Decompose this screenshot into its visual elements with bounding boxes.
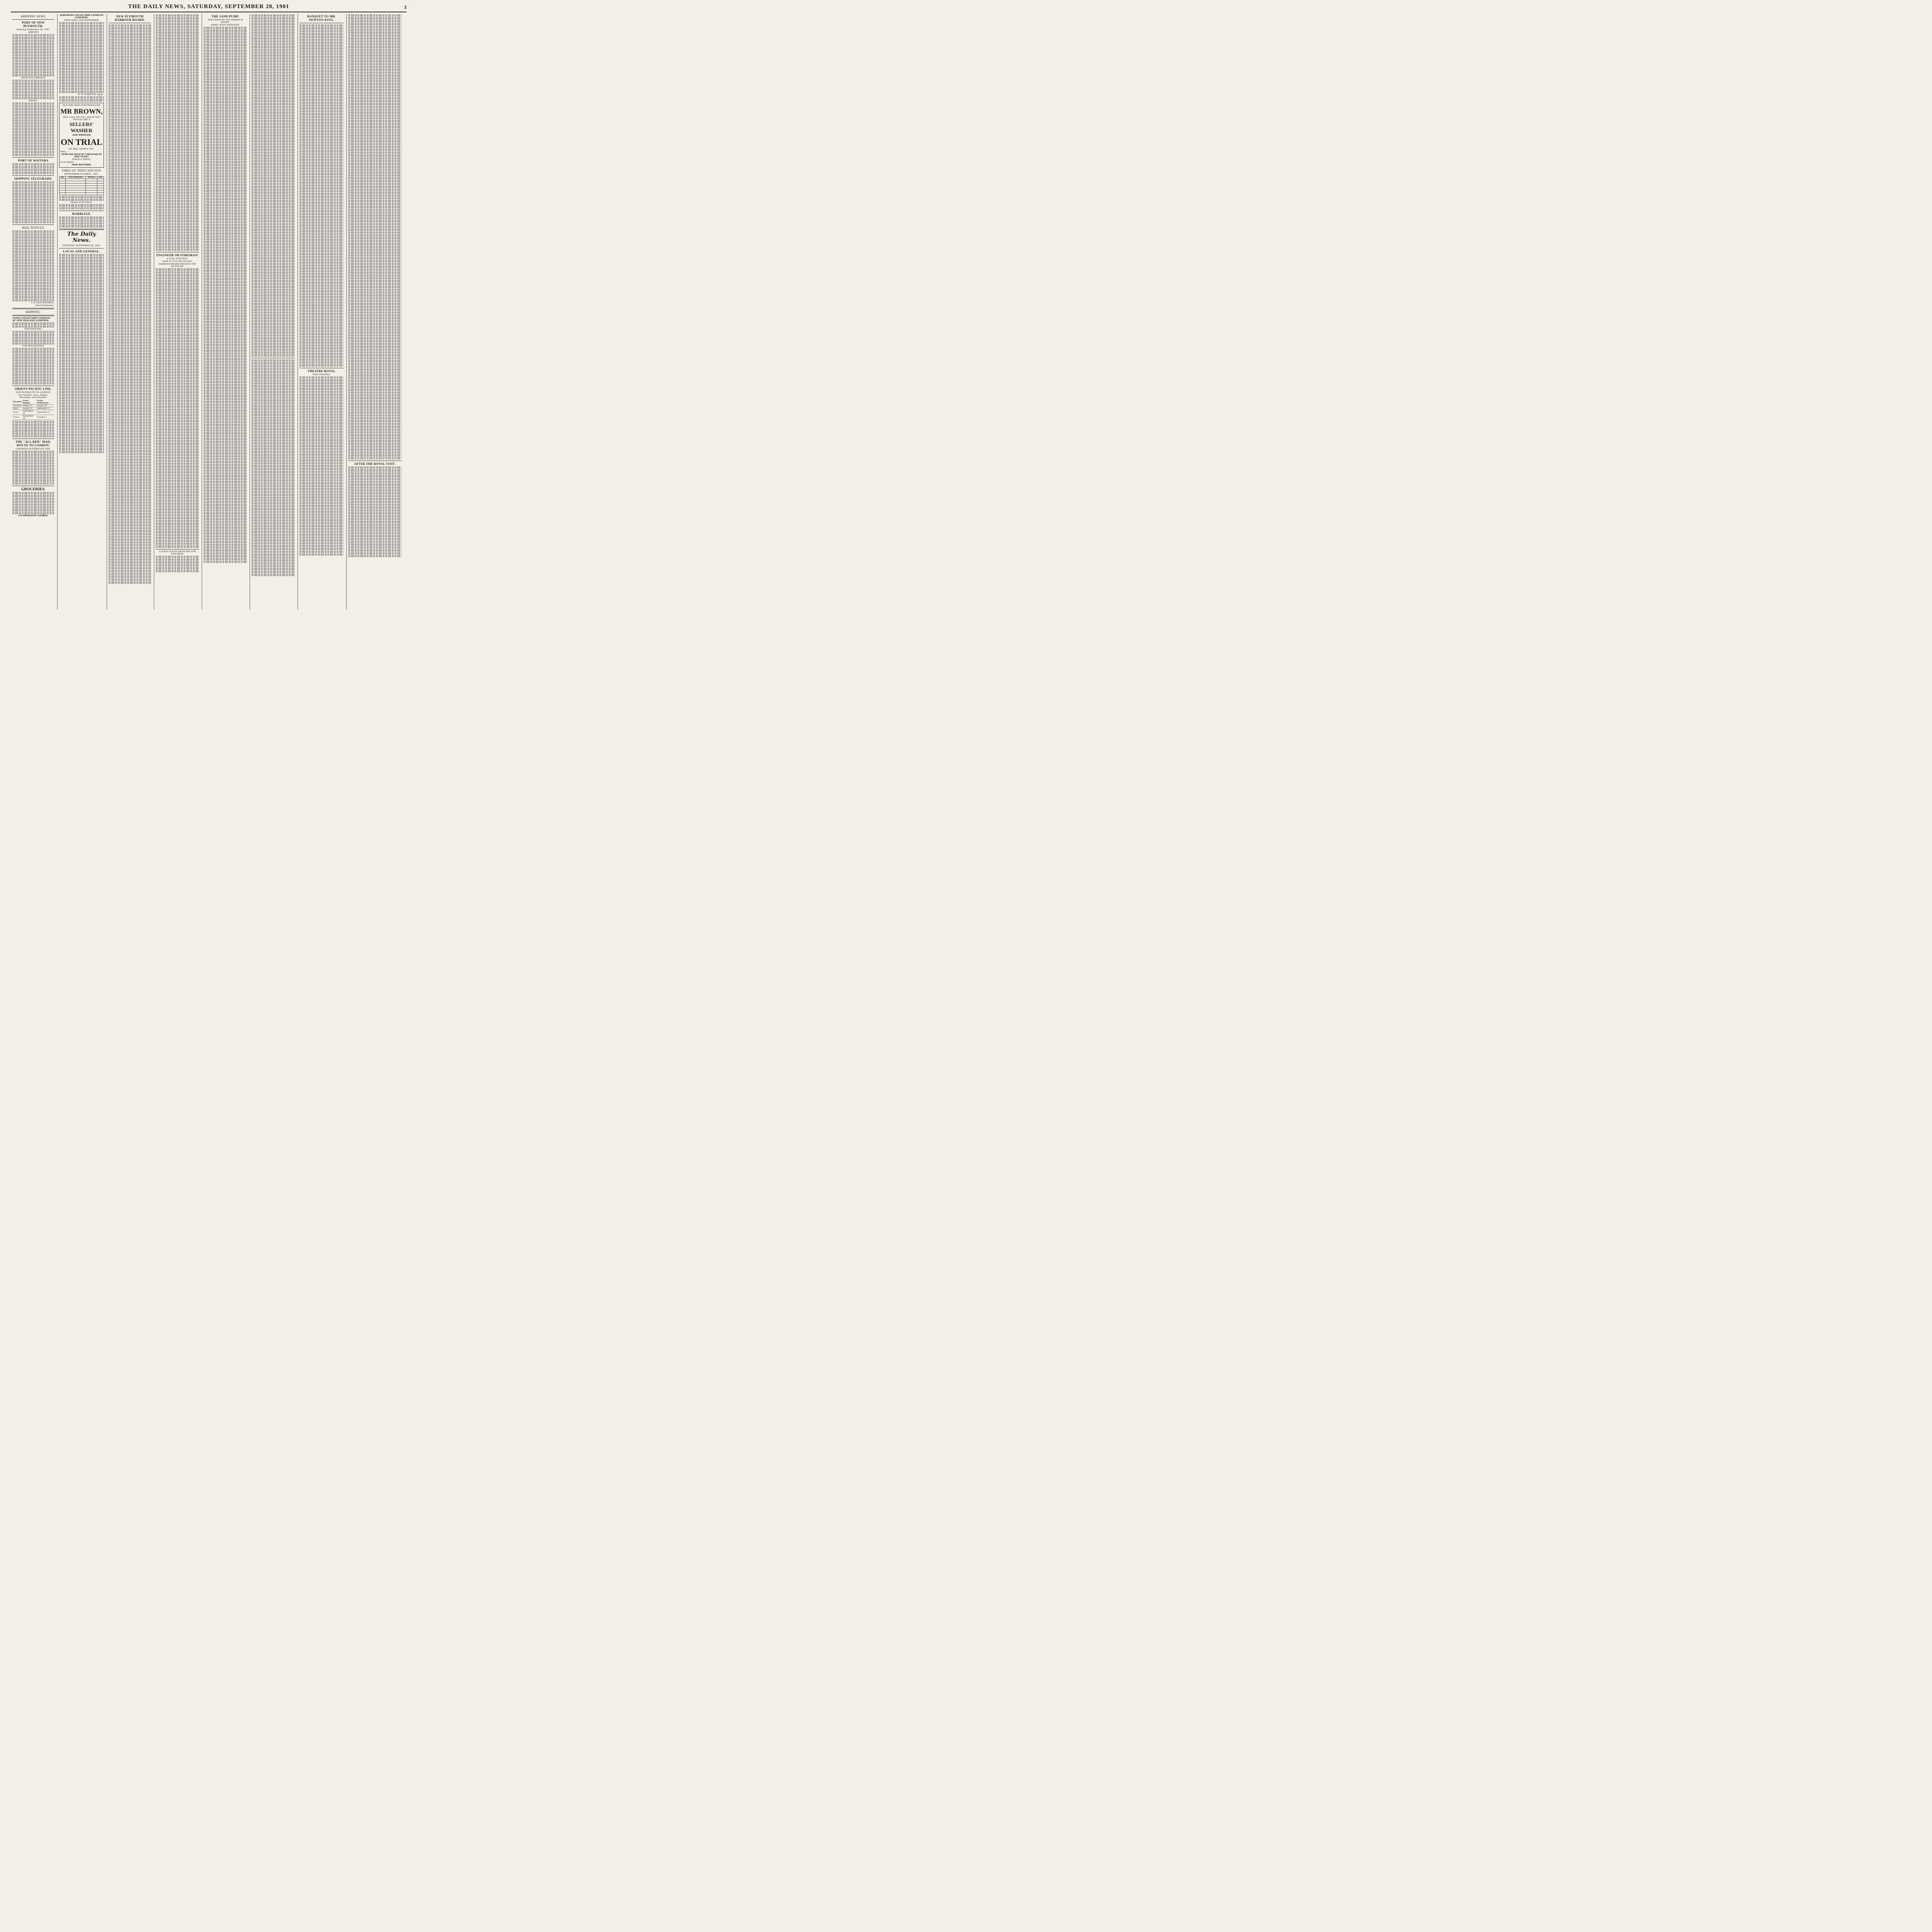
sand-pump-sub1: DISCUSSED BY THE HARBOUR BOARD. <box>207 19 243 24</box>
engineer-sub2: HOW IS IT TO BE FILLED? <box>162 260 192 263</box>
banquet-heading: BANQUET TO MR. NEWTON KING. <box>307 15 336 22</box>
table-row: Ophir August 31 September 3 <box>12 407 54 410</box>
local-general-heading: LOCAL AND GENERAL. <box>63 249 100 253</box>
engineer-sub1: A DUAL POSITION. <box>167 258 188 260</box>
table-row: Ormuz September 28 October 1 <box>12 415 54 420</box>
groceries-heading: GROCERIES. <box>21 487 46 492</box>
ad-local-agent: Local Agent: <box>60 161 74 163</box>
table-row: Oroya September 14 September 17 <box>12 410 54 415</box>
orient-via: Via Colombo, Suez, Naples, Marseilles, and Gibraltar. <box>18 394 48 399</box>
expected-heading: EXPECTED ARRIVALS <box>21 77 46 79</box>
wellington-heading: FOR WELLINGTON. <box>22 345 44 347</box>
masthead-title: THE DAILY NEWS, SATURDAY, SEPTEMBER 28, 1901 <box>128 3 289 10</box>
tides-heading: TABLE OF TIDES AND SUN. <box>61 168 102 172</box>
masthead <box>11 2 406 12</box>
table-row: *Orizaba August 17 August 20 <box>12 405 54 407</box>
tides-month: SEPTEMBER-OCTOBER—1901. <box>64 173 99 175</box>
column-1 <box>11 14 56 610</box>
ad-dixon: DIXON & BATES, <box>72 158 91 161</box>
column-3 <box>107 14 153 610</box>
telegrams-heading: SHIPPING TELEGRAMS. <box>14 177 53 180</box>
theatre-evening: THIS EVENING. <box>313 373 330 376</box>
signoff-title: Chief Postmaster. <box>35 304 54 307</box>
theatre-heading: THEATRE ROYAL <box>307 369 336 373</box>
harbour-board-article <box>109 24 151 584</box>
harbour-board-heading: NEW PLYMOUTH HARBOUR BOARD. <box>115 15 145 22</box>
northern-company: NORTHERN STEAM SHIP COMPANY (LIMITED). <box>60 14 104 19</box>
allred-heading: THE "ALL RED" MAIL ROUTE TO LONDON. <box>15 440 51 447</box>
orient-heading: ORIENT PACIFIC LINE. <box>15 387 52 391</box>
engineer-heading: ENGINEER OR FOREMAN! <box>156 253 199 257</box>
ad-note: Note. — <box>60 150 69 153</box>
ad-mr-brown: MR BROWN, <box>60 107 103 115</box>
mr-brown-advertisement <box>59 103 104 168</box>
steamer-col-header: Steamer <box>12 400 22 405</box>
paper-date: SATURDAY, SEPTEMBER 28, 1901. <box>62 244 101 247</box>
steamer-table <box>12 400 54 420</box>
port-date: Saturday, September 28, 1901. <box>16 29 50 31</box>
column-4 <box>154 14 201 610</box>
ad-will-call: WILL CALL ON YOU, AND IF YOU WOULD LIKE A <box>63 116 100 121</box>
ad-intro: IN A FEW DAYS OUR TRAVELLER, <box>62 104 101 107</box>
steamer-col-header: Leave Melbourne <box>36 400 54 405</box>
arrived-heading: ARRIVED <box>28 31 39 34</box>
column-5 <box>202 14 248 610</box>
sand-pump-heading: THE SAND PUMP. <box>211 15 239 18</box>
coop-stores: CO-OPERATIVE STORES. <box>18 515 48 517</box>
shipping-news-heading: SHIPPING NEWS. <box>20 15 46 18</box>
ad-on-trial: ON TRIAL <box>61 137 102 147</box>
agent-name: W. W. WEBSTER, Agent. <box>78 93 104 96</box>
steamer-col-header: Leave Sydney <box>22 400 36 405</box>
moon-phases: Phases of the Moon. <box>70 201 93 204</box>
manukau-heading: FOR MANUKAU <box>24 328 42 330</box>
tides-table: Day New Plymouth Waitara Sun <box>59 176 104 195</box>
port-heading: PORT OF NEW PLYMOUTH. <box>22 21 45 28</box>
signoff: F. D. HOLDSWORTH, <box>31 302 54 304</box>
column-8 <box>346 14 403 610</box>
paper-title: The Daily News. <box>67 231 96 243</box>
canadian-heading: CANADIAN-AUSTRALIAN LINE. <box>15 448 51 451</box>
engineer-sub3: HARBOUR BOARD SHELVES THE QUESTION. <box>158 263 196 268</box>
ad-over: OVER 500 SOLD IN TARANAKI IN ONE YEAR!! <box>61 153 102 158</box>
royal-visit-heading: AFTER THE ROYAL VISIT. <box>354 462 396 466</box>
newspaper-page <box>0 0 408 612</box>
orient-sub: NEW PLYMOUTH TO LONDON, <box>16 391 51 394</box>
waitara-heading: PORT OF WAITARA <box>18 159 49 163</box>
mail-notices-heading: MAIL NOTICES. <box>22 226 45 230</box>
column-6 <box>250 14 296 610</box>
ad-retford: MISS RETFORD, <box>71 163 92 166</box>
column-2 <box>57 14 105 610</box>
ad-supply: HE WILL SUPPLY YOU. <box>69 148 94 150</box>
ad-sellers: SELLERS' WASHER <box>69 121 94 133</box>
union-heading: UNION STEAM SHIP COMPANY OF NEW ZEALAND (LIMITED). <box>12 317 51 322</box>
shipping-heading: SHIPPING. <box>25 310 41 314</box>
ad-wringer: AND WRINGER <box>72 134 91 136</box>
cough-heading: A GOOD COUGH MEDICINE FOR CHILDREN. <box>159 550 196 555</box>
column-7 <box>298 14 345 610</box>
page-number: 3 <box>404 4 406 10</box>
timetable-heading: TIME TABLE FOR SEPTEMBER. <box>64 19 99 22</box>
marriage-heading: MARRIAGE. <box>71 212 92 216</box>
sailed-heading: SAILED. <box>29 99 38 102</box>
sand-pump-sub2: SOME LIVELY PASSAGES. <box>211 24 240 26</box>
